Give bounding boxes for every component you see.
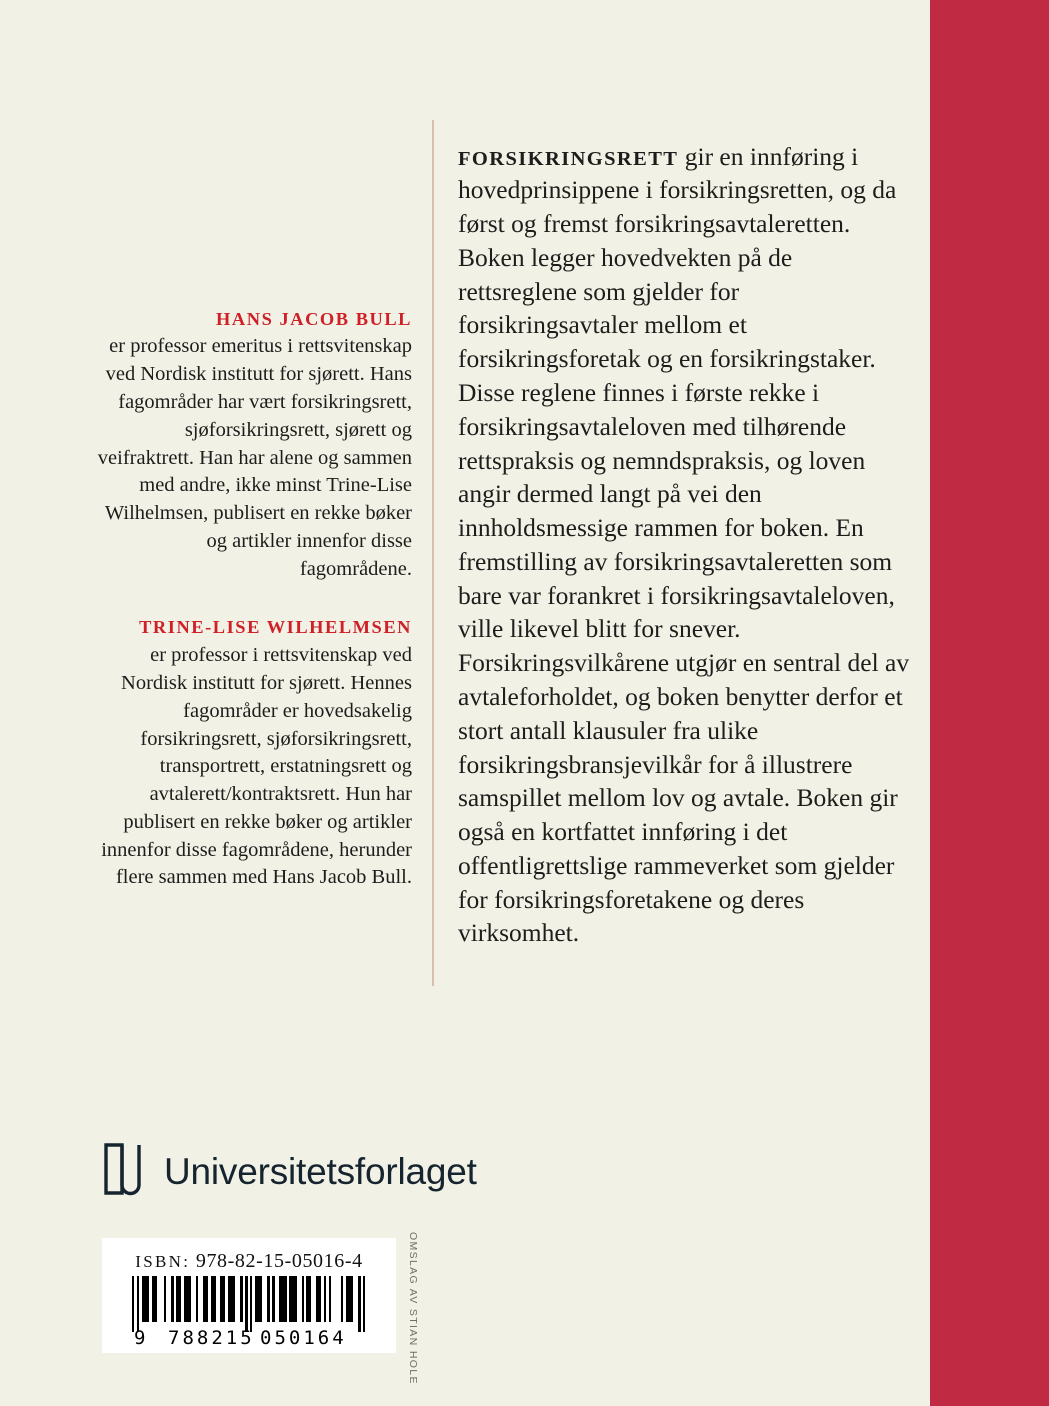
- isbn-barcode-block: [102, 1238, 396, 1353]
- author-block-2: [96, 615, 412, 892]
- book-description: [458, 140, 913, 951]
- isbn-label: ISBN:: [135, 1252, 191, 1271]
- barcode-bars: [132, 1276, 366, 1332]
- author-bio-hans-jacob-bull: er professor emeritus i rettsvitenskap ved Nordisk institutt for sjørett. Hans fagområder har vært forsikringsrett, sjøforsikringsrett, sjørett og veifraktrett. Han har alene og sammen med andre, ikke minst Trine-Lise Wilhelmsen, publisert en rekke bøker og artikler innenfor disse fagområdene.: [97, 335, 412, 580]
- cover-designer-credit: [404, 1232, 422, 1385]
- barcode-graphic: [132, 1276, 366, 1348]
- universitetsforlaget-u-mark-icon: [102, 1143, 142, 1199]
- publisher-logo: [102, 1143, 477, 1199]
- barcode-digits-right: 050164: [260, 1327, 347, 1349]
- author-name-hans-jacob-bull: HANS JACOB BULL: [216, 308, 412, 329]
- spine-color-band: [930, 0, 1049, 1406]
- isbn-line: [116, 1250, 382, 1273]
- barcode-digit-lead: 9: [134, 1327, 146, 1349]
- barcode-digits: [132, 1328, 366, 1348]
- cover-designer-credit-text: OMSLAG AV STIAN HOLE: [407, 1232, 419, 1385]
- author-bios: [96, 286, 412, 913]
- column-divider-rule: [432, 120, 434, 986]
- barcode-digits-left: 788215: [168, 1327, 255, 1349]
- publisher-name: Universitetsforlaget: [164, 1150, 477, 1192]
- author-name-trine-lise-wilhelmsen: TRINE-LISE WILHELMSEN: [139, 617, 412, 638]
- book-description-body: gir en innføring i hovedprinsippene i forsikringsretten, og da først og fremst forsikringsavtaleretten. Boken legger hovedvekten på de rettsreglene som gjelder for forsikringsavtaler mellom et forsikringsforetak og en forsikringstaker. Disse reglene finnes i første rekke i forsikringsavtaleloven med tilhørende rettspraksis og nemndspraksis, og loven angir dermed langt på vei den innholdsmessige rammen for boken. En fremstilling av forsikringsavtaleretten som bare var forankret i forsikringsavtaleloven, ville likevel blitt for snever. Forsikringsvilkårene utgjør en sentral del av avtaleforholdet, og boken benytter derfor et stort antall klausuler fra ulike forsikringsbransjevilkår for å illustrere samspillet mellom lov og avtale. Boken gir også en kortfattet innføring i det offentligrettslige rammeverket som gjelder for forsikringsforetakene og deres virksomhet.: [458, 141, 910, 948]
- author-bio-trine-lise-wilhelmsen: er professor i rettsvitenskap ved Nordisk institutt for sjørett. Hennes fagområder er hovedsakelig forsikringsrett, sjøforsikringsrett, transportrett, erstatningsrett og avtalerett/kontraktsrett. Hun har publisert en rekke bøker og artikler innenfor disse fagområdene, herunder flere sammen med Hans Jacob Bull.: [101, 644, 412, 889]
- book-description-lead-in: FORSIKRINGSRETT: [458, 147, 679, 170]
- isbn-number: 978-82-15-05016-4: [195, 1250, 363, 1272]
- author-block-1: [96, 307, 412, 584]
